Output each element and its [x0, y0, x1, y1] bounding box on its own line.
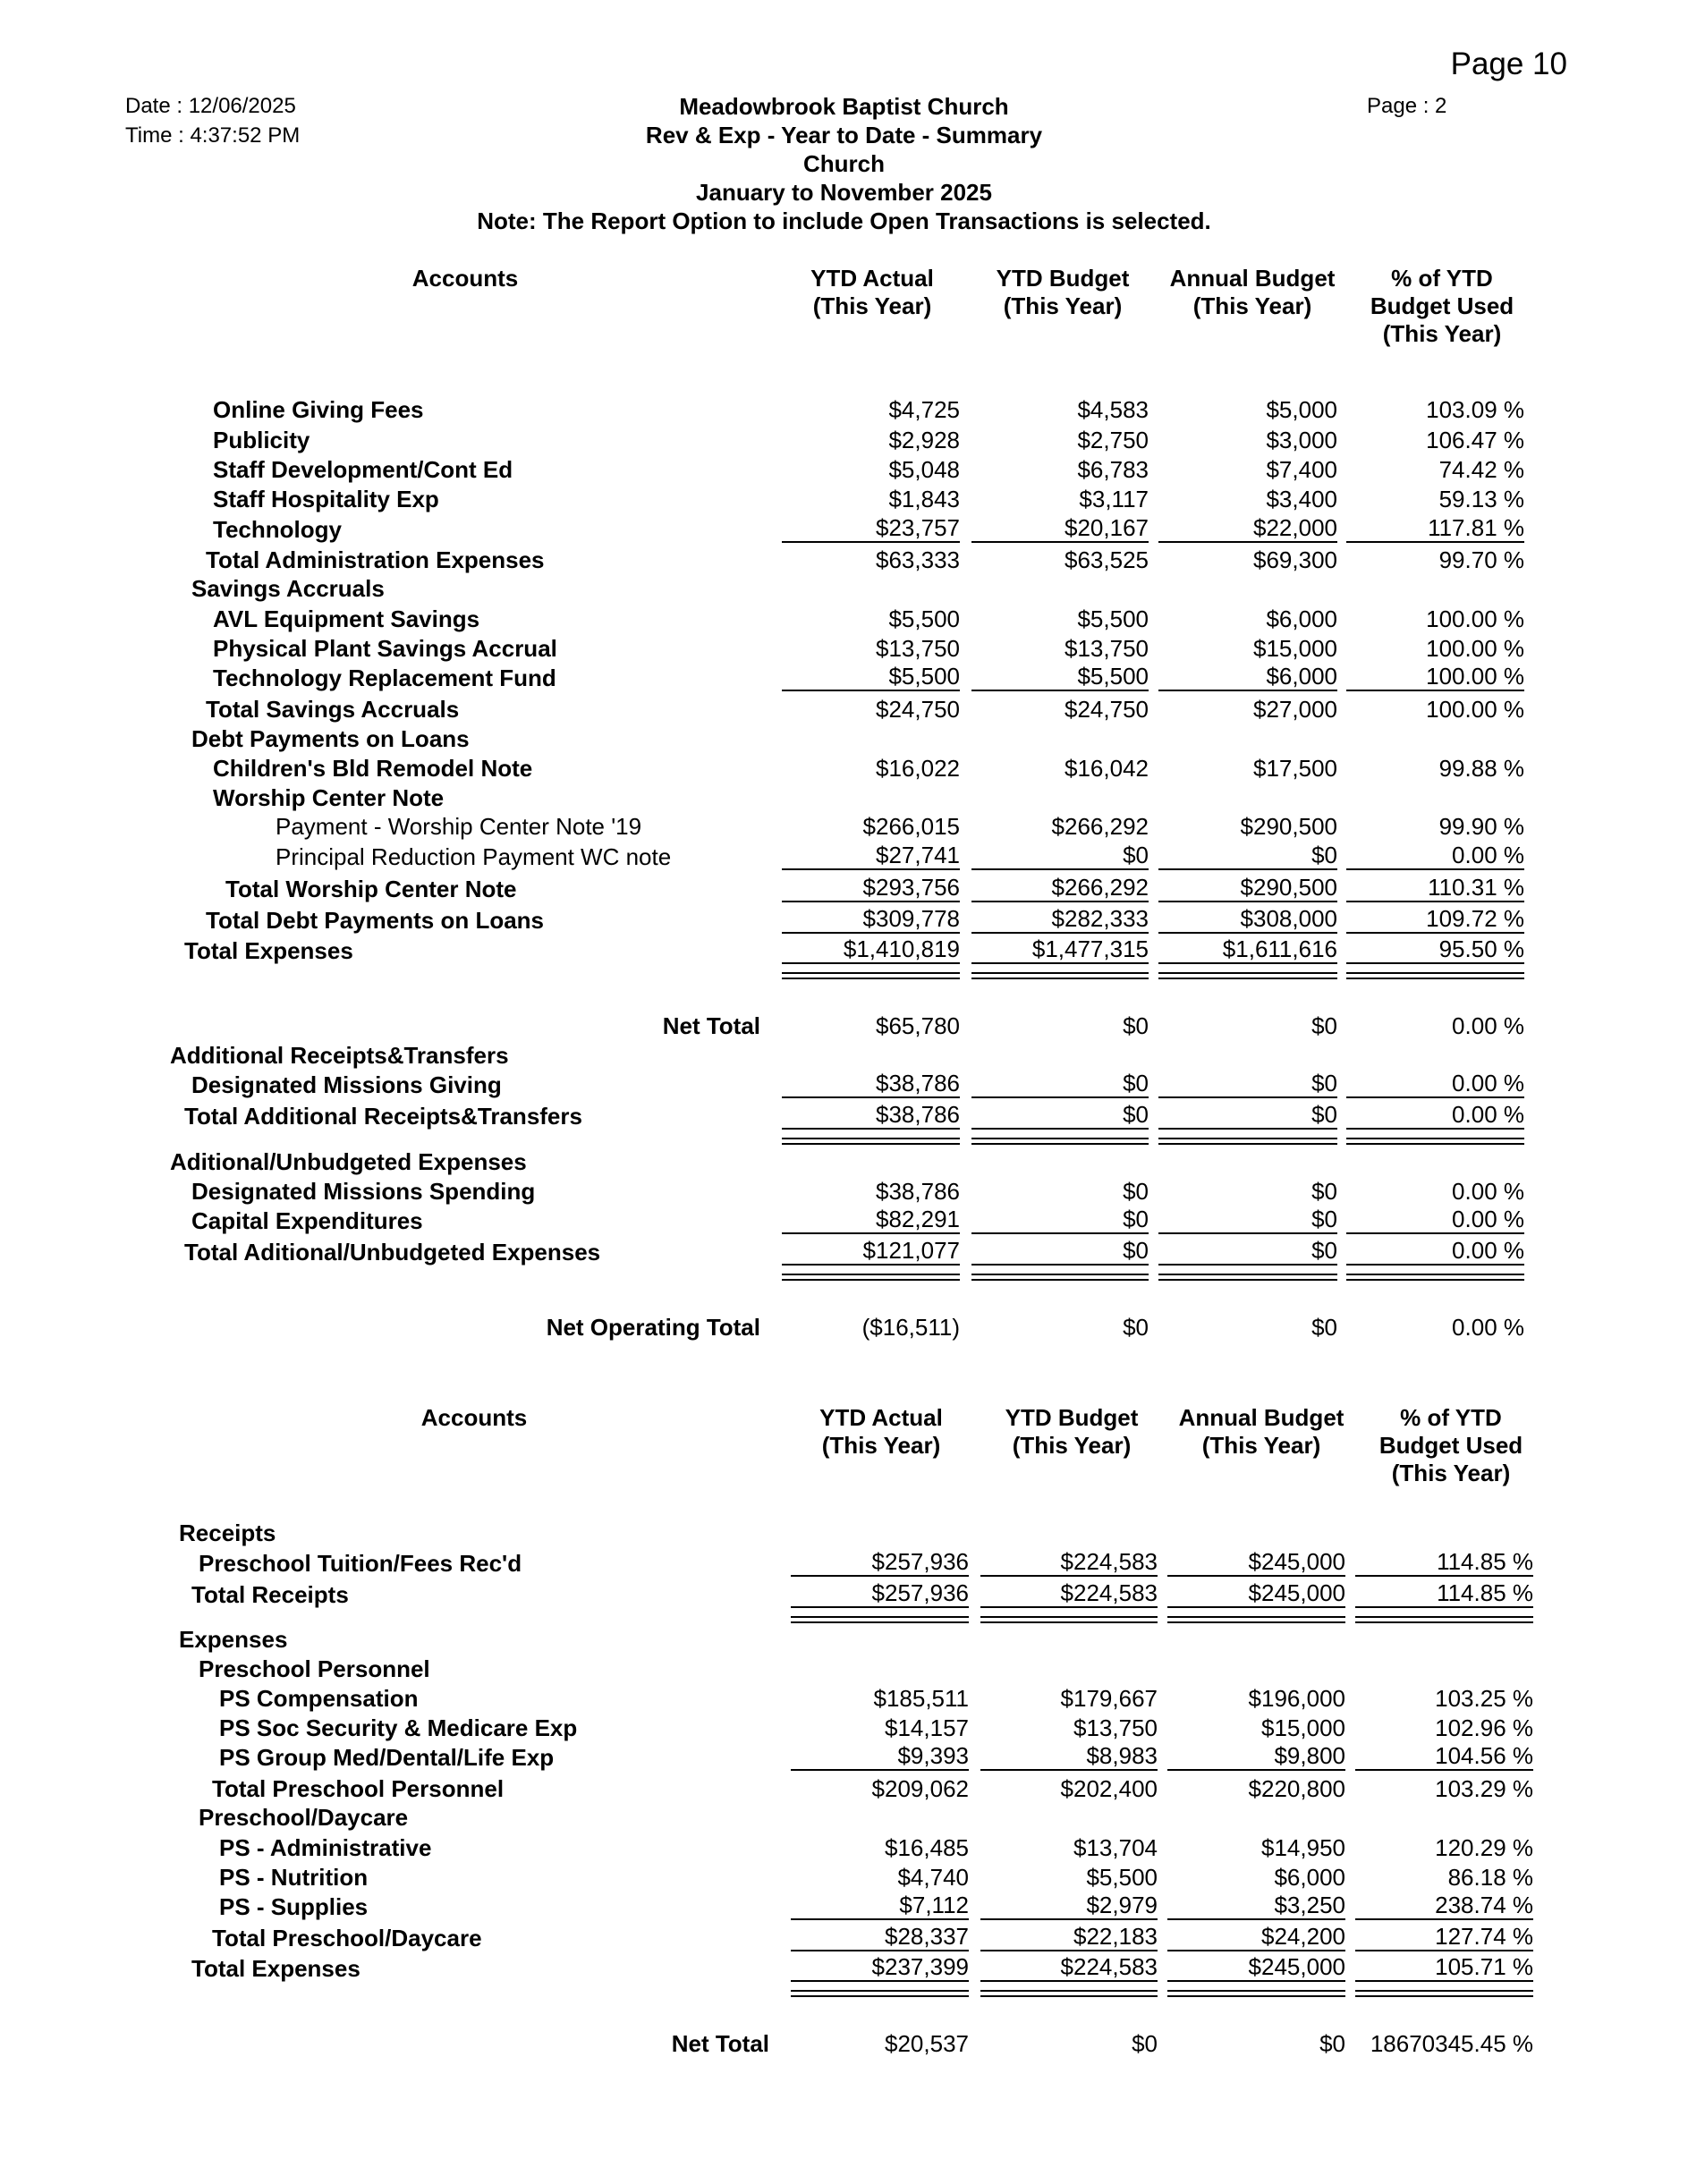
account-label: Total Expenses [191, 1955, 361, 1982]
account-label: PS Soc Security & Medicare Exp [219, 1714, 578, 1741]
table-row [0, 1924, 1688, 1952]
column-header-line: Accounts [420, 1404, 528, 1431]
ytd-budget-value: $0 [1123, 1012, 1149, 1039]
column-header-line: (This Year) [1391, 1460, 1511, 1486]
ytd-budget-value: $282,333 [971, 906, 1149, 934]
ytd-actual-value: $293,756 [782, 875, 960, 902]
ytd-actual-value: $4,725 [888, 396, 960, 423]
table-row [0, 1012, 1688, 1040]
account-label: PS - Nutrition [219, 1864, 369, 1891]
column-header-line: Budget Used [1378, 1432, 1523, 1459]
annual-budget-value: $0 [1158, 1102, 1337, 1130]
double-underline [1355, 1990, 1533, 1997]
account-label: Savings Accruals [191, 575, 385, 602]
table-row [0, 783, 1688, 812]
table-row [0, 1519, 1688, 1547]
ytd-actual-value: $2,928 [888, 427, 960, 453]
annual-budget-value: $7,400 [1266, 456, 1337, 483]
account-label: Total Additional Receipts&Transfers [184, 1103, 582, 1130]
ytd-budget-value: $16,042 [1065, 755, 1149, 782]
double-underline [1158, 1138, 1337, 1145]
account-label: Designated Missions Giving [191, 1071, 502, 1098]
table-row [0, 634, 1688, 663]
account-label: PS - Administrative [219, 1834, 432, 1861]
column-header-ytd-actual [792, 1404, 971, 1460]
double-underline [1167, 1990, 1345, 1997]
ytd-actual-value: $20,537 [885, 2030, 969, 2057]
pct-used-value: 0.00 % [1346, 1206, 1524, 1234]
ytd-budget-value: $5,500 [1077, 605, 1149, 632]
pct-used-value: 0.00 % [1346, 1102, 1524, 1130]
table-row [0, 1863, 1688, 1892]
column-header-pct-used [1361, 1404, 1540, 1487]
pct-used-value: 103.29 % [1435, 1775, 1533, 1802]
annual-budget-value: $27,000 [1253, 696, 1337, 723]
ytd-budget-value: $2,979 [980, 1892, 1158, 1920]
double-underline [1346, 972, 1524, 979]
pct-used-value: 59.13 % [1438, 486, 1524, 512]
account-label: Total Expenses [184, 937, 353, 964]
annual-budget-value: $3,400 [1266, 486, 1337, 512]
annual-budget-value: $245,000 [1167, 1580, 1345, 1608]
annual-budget-value: $0 [1311, 1314, 1337, 1341]
ytd-budget-value: $4,583 [1077, 396, 1149, 423]
annual-budget-value: $15,000 [1253, 635, 1337, 662]
annual-budget-value: $14,950 [1261, 1834, 1345, 1861]
table-row [0, 1549, 1688, 1578]
account-label: PS Group Med/Dental/Life Exp [219, 1744, 555, 1771]
account-label: Additional Receipts&Transfers [170, 1042, 509, 1069]
account-label: Total Preschool/Daycare [212, 1925, 482, 1951]
account-label: Total Preschool Personnel [212, 1775, 505, 1802]
ytd-actual-value: $27,741 [782, 842, 960, 870]
table-row [0, 2029, 1688, 2058]
double-underline [971, 972, 1149, 979]
report-time: Time : 4:37:52 PM [125, 123, 301, 148]
ytd-budget-value: $6,783 [1077, 456, 1149, 483]
ytd-actual-value: $5,500 [888, 605, 960, 632]
annual-budget-value: $5,000 [1266, 396, 1337, 423]
account-label: Debt Payments on Loans [191, 725, 470, 752]
ytd-actual-value: $185,511 [873, 1685, 969, 1712]
column-header-ytd-actual [783, 265, 962, 320]
pct-used-value: 99.88 % [1438, 755, 1524, 782]
annual-budget-value: $290,500 [1158, 875, 1337, 902]
table-row [0, 605, 1688, 633]
annual-budget-value: $24,200 [1167, 1924, 1345, 1951]
ytd-budget-value: $2,750 [1077, 427, 1149, 453]
double-underline [980, 1616, 1158, 1623]
column-header-accounts [340, 1404, 608, 1432]
ytd-actual-value: $7,112 [791, 1892, 969, 1920]
annual-budget-value: $1,611,616 [1158, 936, 1337, 964]
ytd-actual-value: $1,410,819 [782, 936, 960, 964]
pct-used-value: 0.00 % [1452, 1314, 1524, 1341]
pct-used-value: 102.96 % [1435, 1714, 1533, 1741]
account-label: Total Administration Expenses [206, 546, 545, 573]
report-title: Meadowbrook Baptist Church [679, 93, 1009, 120]
pct-used-value: 0.00 % [1346, 842, 1524, 870]
pct-used-value: 74.42 % [1438, 456, 1524, 483]
ytd-budget-value: $202,400 [1060, 1775, 1158, 1802]
column-header-pct-used [1353, 265, 1531, 348]
account-label: Online Giving Fees [213, 396, 424, 423]
account-label: Worship Center Note [213, 784, 445, 811]
ytd-actual-value: $5,048 [888, 456, 960, 483]
ytd-actual-value: $266,015 [862, 813, 960, 840]
table-row [0, 1041, 1688, 1070]
annual-budget-value: $6,000 [1158, 664, 1337, 691]
account-label: Expenses [179, 1626, 288, 1653]
ytd-budget-value: $224,583 [980, 1954, 1158, 1982]
ytd-budget-value: $0 [971, 1206, 1149, 1234]
table-row [0, 1071, 1688, 1099]
double-underline [971, 1138, 1149, 1145]
annual-budget-value: $22,000 [1158, 515, 1337, 543]
account-label: Net Total [671, 2030, 769, 2057]
ytd-actual-value: $28,337 [791, 1924, 969, 1951]
table-row [0, 1177, 1688, 1206]
pct-used-value: 100.00 % [1346, 664, 1524, 691]
account-label: Receipts [179, 1519, 276, 1546]
table-row [0, 754, 1688, 783]
ytd-actual-value: $5,500 [782, 664, 960, 691]
ytd-budget-value: $266,292 [1051, 813, 1149, 840]
account-label: Capital Expenditures [191, 1207, 423, 1234]
account-label: PS - Supplies [219, 1893, 369, 1920]
ytd-actual-value: $23,757 [782, 515, 960, 543]
account-label: Staff Hospitality Exp [213, 486, 439, 512]
annual-budget-value: $0 [1319, 2030, 1345, 2057]
column-header-line: (This Year) [1201, 1432, 1321, 1459]
pct-used-value: 114.85 % [1355, 1549, 1533, 1577]
ytd-budget-value: $0 [1132, 2030, 1158, 2057]
table-row [0, 515, 1688, 544]
annual-budget-value: $308,000 [1158, 906, 1337, 934]
pct-used-value: 110.31 % [1346, 875, 1524, 902]
table-row [0, 664, 1688, 692]
annual-budget-value: $290,500 [1240, 813, 1337, 840]
ytd-budget-value: $3,117 [1079, 486, 1149, 512]
ytd-budget-value: $266,292 [971, 875, 1149, 902]
column-header-line: (This Year) [1382, 320, 1502, 347]
pct-used-value: 100.00 % [1426, 635, 1524, 662]
double-underline [971, 1274, 1149, 1281]
pct-used-value: 0.00 % [1452, 1178, 1524, 1205]
double-underline [980, 1990, 1158, 1997]
table-row [0, 1313, 1688, 1342]
annual-budget-value: $0 [1158, 1071, 1337, 1098]
table-row [0, 574, 1688, 603]
pct-used-value: 99.70 % [1438, 546, 1524, 573]
double-underline [782, 1138, 960, 1145]
ytd-actual-value: $16,485 [885, 1834, 969, 1861]
pct-used-value: 95.50 % [1346, 936, 1524, 964]
column-header-line: YTD Actual [810, 265, 934, 292]
ytd-budget-value: $13,750 [1065, 635, 1149, 662]
annual-budget-value: $3,250 [1167, 1892, 1345, 1920]
annual-budget-value: $220,800 [1248, 1775, 1345, 1802]
account-label: Children's Bld Remodel Note [213, 755, 533, 782]
table-row [0, 485, 1688, 513]
ytd-actual-value: $65,780 [876, 1012, 960, 1039]
double-underline [782, 972, 960, 979]
table-row [0, 1833, 1688, 1862]
pct-used-value: 86.18 % [1447, 1864, 1533, 1891]
account-label: Total Debt Payments on Loans [206, 907, 545, 934]
table-row [0, 842, 1688, 871]
ytd-budget-value: $24,750 [1065, 696, 1149, 723]
column-header-line: (This Year) [1012, 1432, 1132, 1459]
account-label: Preschool Tuition/Fees Rec'd [199, 1550, 522, 1577]
annual-budget-value: $17,500 [1253, 755, 1337, 782]
table-row [0, 1684, 1688, 1713]
ytd-budget-value: $224,583 [980, 1549, 1158, 1577]
report-page: Page : 2 [1367, 94, 1447, 118]
ytd-actual-value: $309,778 [782, 906, 960, 934]
column-header-line: YTD Budget [996, 265, 1130, 292]
column-header-line: % of YTD [1400, 1404, 1502, 1431]
pct-used-value: 100.00 % [1426, 696, 1524, 723]
ytd-budget-value: $5,500 [1086, 1864, 1158, 1891]
ytd-actual-value: $38,786 [876, 1178, 960, 1205]
report-header [0, 92, 1688, 235]
annual-budget-value: $15,000 [1261, 1714, 1345, 1741]
ytd-budget-value: $179,667 [1060, 1685, 1158, 1712]
account-label: Total Savings Accruals [206, 696, 460, 723]
report-subtitle: Rev & Exp - Year to Date - Summary [645, 122, 1043, 148]
annual-budget-value: $6,000 [1266, 605, 1337, 632]
ytd-actual-value: $13,750 [876, 635, 960, 662]
annual-budget-value: $9,800 [1167, 1743, 1345, 1771]
column-header-line: % of YTD [1391, 265, 1493, 292]
annual-budget-value: $0 [1158, 1238, 1337, 1266]
ytd-budget-value: $0 [971, 1102, 1149, 1130]
double-underline [1355, 1616, 1533, 1623]
page-number-label: Page 10 [1450, 47, 1567, 81]
column-header-line: Annual Budget [1169, 265, 1336, 292]
double-underline [1158, 972, 1337, 979]
annual-budget-value: $0 [1311, 1012, 1337, 1039]
ytd-actual-value: $209,062 [871, 1775, 969, 1802]
account-label: Designated Missions Spending [191, 1178, 536, 1205]
ytd-actual-value: $4,740 [897, 1864, 969, 1891]
annual-budget-value: $0 [1311, 1178, 1337, 1205]
double-underline [1346, 1274, 1524, 1281]
ytd-budget-value: $0 [971, 1071, 1149, 1098]
pct-used-value: 103.09 % [1426, 396, 1524, 423]
annual-budget-value: $0 [1158, 1206, 1337, 1234]
column-header-ytd-budget [982, 1404, 1161, 1460]
pct-used-value: 99.90 % [1438, 813, 1524, 840]
table-row [0, 1206, 1688, 1235]
annual-budget-value: $6,000 [1274, 1864, 1345, 1891]
ytd-actual-value: $121,077 [782, 1238, 960, 1266]
ytd-actual-value: $237,399 [791, 1954, 969, 1982]
account-label: Payment - Worship Center Note '19 [276, 813, 642, 840]
ytd-actual-value: $1,843 [888, 486, 960, 512]
report-period: January to November 2025 [696, 179, 992, 206]
ytd-budget-value: $0 [1123, 1178, 1149, 1205]
pct-used-value: 0.00 % [1452, 1012, 1524, 1039]
report-fund: Church [803, 150, 885, 177]
ytd-actual-value: $24,750 [876, 696, 960, 723]
ytd-actual-value: $257,936 [791, 1580, 969, 1608]
pct-used-value: 105.71 % [1355, 1954, 1533, 1982]
ytd-actual-value: $257,936 [791, 1549, 969, 1577]
account-label: Preschool Personnel [199, 1655, 430, 1682]
ytd-budget-value: $0 [1123, 1314, 1149, 1341]
account-label: Net Operating Total [546, 1314, 760, 1341]
pct-used-value: 106.47 % [1426, 427, 1524, 453]
account-label: Aditional/Unbudgeted Expenses [170, 1148, 527, 1175]
table-row [0, 1238, 1688, 1266]
account-label: PS Compensation [219, 1685, 419, 1712]
ytd-budget-value: $8,983 [980, 1743, 1158, 1771]
table-row [0, 906, 1688, 935]
table-row [0, 1102, 1688, 1130]
pct-used-value: 109.72 % [1346, 906, 1524, 934]
account-label: Total Worship Center Note [225, 876, 517, 902]
ytd-budget-value: $22,183 [980, 1924, 1158, 1951]
column-header-annual-budget [1163, 1404, 1360, 1460]
pct-used-value: 0.00 % [1346, 1238, 1524, 1266]
table-row [0, 1625, 1688, 1654]
pct-used-value: 238.74 % [1355, 1892, 1533, 1920]
ytd-actual-value: $38,786 [782, 1102, 960, 1130]
double-underline [791, 1990, 969, 1997]
table-row [0, 875, 1688, 903]
column-header-annual-budget [1154, 265, 1351, 320]
column-header-line: Budget Used [1370, 292, 1514, 319]
pct-used-value: 104.56 % [1355, 1743, 1533, 1771]
annual-budget-value: $0 [1158, 842, 1337, 870]
column-header-accounts [331, 265, 599, 292]
column-header-line: (This Year) [1192, 292, 1312, 319]
table-row [0, 1892, 1688, 1921]
ytd-actual-value: $14,157 [885, 1714, 969, 1741]
pct-used-value: 117.81 % [1346, 515, 1524, 543]
table-row [0, 1655, 1688, 1683]
ytd-actual-value: $9,393 [791, 1743, 969, 1771]
column-header-line: (This Year) [821, 1432, 941, 1459]
ytd-budget-value: $13,750 [1073, 1714, 1158, 1741]
account-label: Physical Plant Savings Accrual [213, 635, 557, 662]
table-row [0, 455, 1688, 484]
annual-budget-value: $245,000 [1167, 1954, 1345, 1982]
account-label: Total Receipts [191, 1581, 349, 1608]
table-row [0, 1580, 1688, 1609]
pct-used-value: 100.00 % [1426, 605, 1524, 632]
pct-used-value: 120.29 % [1435, 1834, 1533, 1861]
pct-used-value: 18670345.45 % [1370, 2030, 1533, 2057]
ytd-budget-value: $13,704 [1073, 1834, 1158, 1861]
account-label: Technology Replacement Fund [213, 665, 556, 691]
annual-budget-value: $245,000 [1167, 1549, 1345, 1577]
account-label: Preschool/Daycare [199, 1804, 409, 1831]
ytd-budget-value: $0 [971, 1238, 1149, 1266]
table-row [0, 695, 1688, 724]
ytd-budget-value: $5,500 [971, 664, 1149, 691]
report-note: Note: The Report Option to include Open Transactions is selected. [477, 207, 1211, 234]
account-label: Technology [213, 516, 342, 543]
double-underline [1346, 1138, 1524, 1145]
account-label: Publicity [213, 427, 310, 453]
column-header-line: Accounts [411, 265, 519, 292]
ytd-actual-value: $16,022 [876, 755, 960, 782]
ytd-actual-value: $82,291 [782, 1206, 960, 1234]
table-row [0, 936, 1688, 965]
table-row [0, 1743, 1688, 1772]
double-underline [1167, 1616, 1345, 1623]
column-header-line: (This Year) [812, 292, 932, 319]
double-underline [782, 1274, 960, 1281]
column-header-line: YTD Actual [819, 1404, 943, 1431]
ytd-actual-value: $63,333 [876, 546, 960, 573]
double-underline [791, 1616, 969, 1623]
account-label: Total Aditional/Unbudgeted Expenses [184, 1239, 601, 1266]
account-label: AVL Equipment Savings [213, 605, 480, 632]
account-label: Net Total [662, 1012, 760, 1039]
ytd-actual-value: ($16,511) [861, 1314, 960, 1341]
pct-used-value: 0.00 % [1346, 1071, 1524, 1098]
ytd-budget-value: $63,525 [1065, 546, 1149, 573]
account-label: Principal Reduction Payment WC note [276, 843, 672, 870]
table-row [0, 1147, 1688, 1176]
table-row [0, 812, 1688, 841]
table-row [0, 426, 1688, 454]
pct-used-value: 103.25 % [1435, 1685, 1533, 1712]
ytd-actual-value: $38,786 [782, 1071, 960, 1098]
table-row [0, 724, 1688, 753]
ytd-budget-value: $20,167 [971, 515, 1149, 543]
report-date: Date : 12/06/2025 [125, 94, 296, 118]
column-header-line: YTD Budget [1005, 1404, 1139, 1431]
account-label: Staff Development/Cont Ed [213, 456, 513, 483]
table-row [0, 1714, 1688, 1742]
column-header-line: (This Year) [1003, 292, 1123, 319]
pct-used-value: 114.85 % [1355, 1580, 1533, 1608]
pct-used-value: 127.74 % [1355, 1924, 1533, 1951]
double-underline [1158, 1274, 1337, 1281]
ytd-budget-value: $224,583 [980, 1580, 1158, 1608]
ytd-budget-value: $1,477,315 [971, 936, 1149, 964]
annual-budget-value: $3,000 [1266, 427, 1337, 453]
table-row [0, 546, 1688, 574]
annual-budget-value: $69,300 [1253, 546, 1337, 573]
column-header-ytd-budget [973, 265, 1152, 320]
table-row [0, 395, 1688, 424]
table-row [0, 1774, 1688, 1803]
column-header-line: Annual Budget [1178, 1404, 1344, 1431]
table-row [0, 1954, 1688, 1983]
annual-budget-value: $196,000 [1248, 1685, 1345, 1712]
ytd-budget-value: $0 [971, 842, 1149, 870]
table-row [0, 1803, 1688, 1832]
